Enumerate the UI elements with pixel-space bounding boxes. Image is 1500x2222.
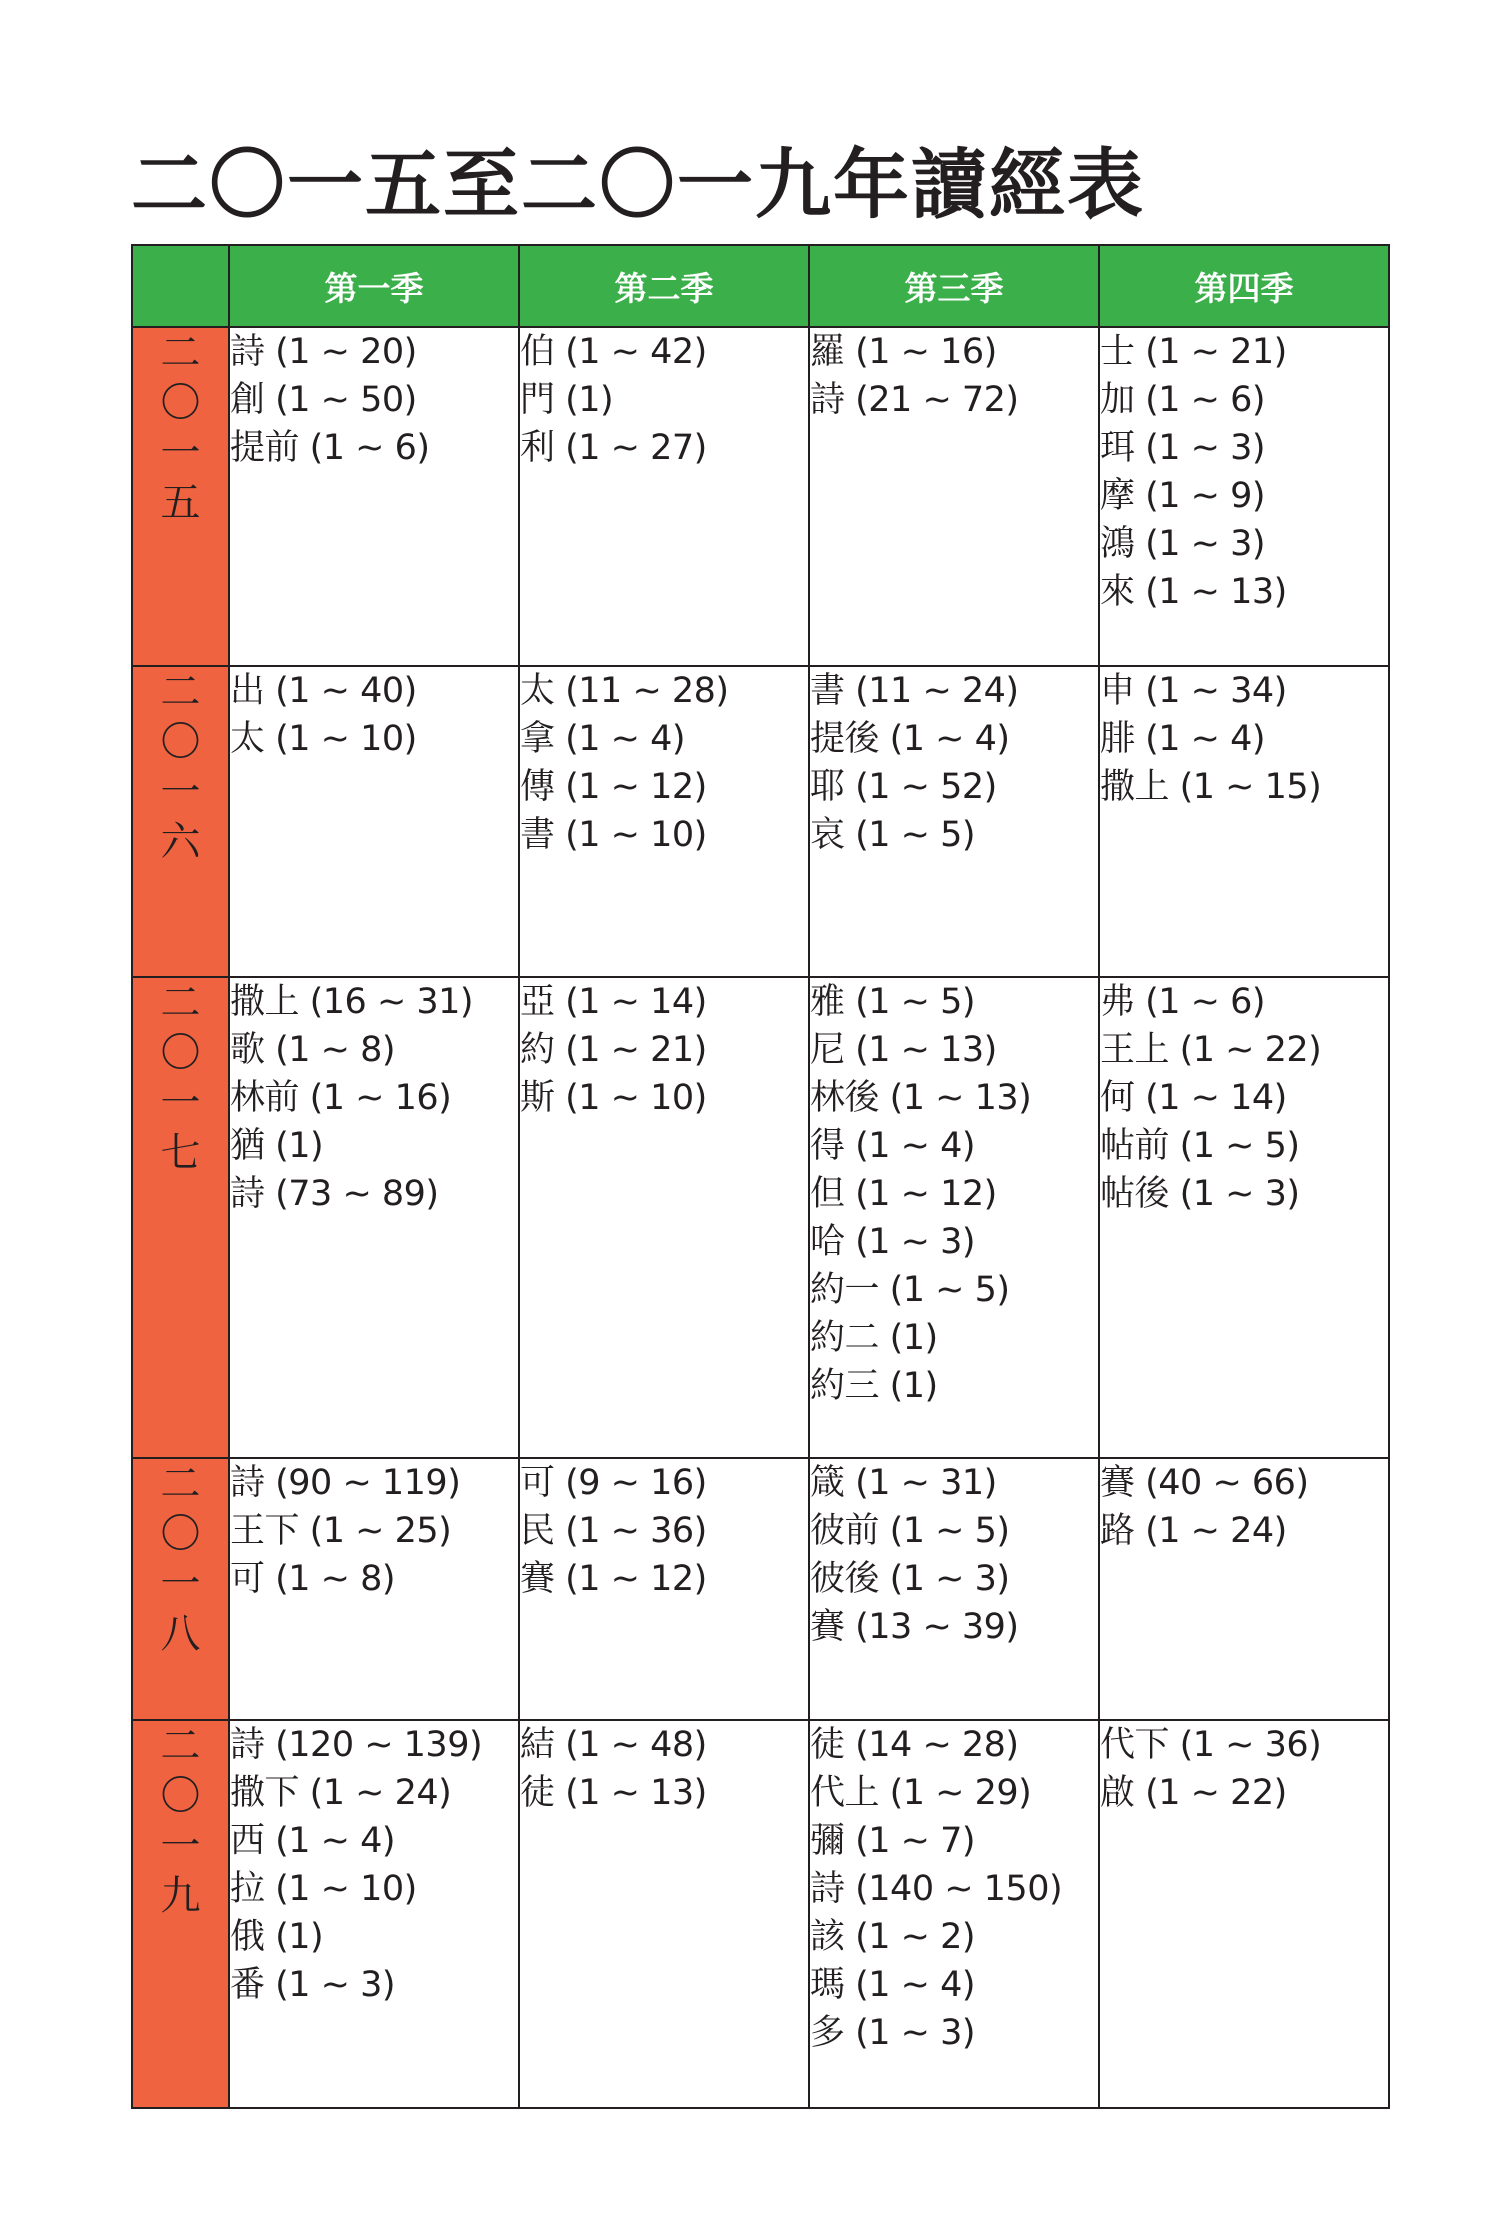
year-label: 二〇一六 xyxy=(160,669,201,865)
quarter-cell-q1 xyxy=(229,666,519,977)
reading-schedule-table xyxy=(131,244,1390,2109)
reading-entry: 賽 (1 ~ 12) xyxy=(520,1559,707,1599)
table-body xyxy=(132,327,1389,2108)
reading-entry: 書 (11 ~ 24) xyxy=(810,671,1019,711)
reading-entry: 帖後 (1 ~ 3) xyxy=(1100,1174,1300,1214)
reading-entry: 雅 (1 ~ 5) xyxy=(810,982,976,1022)
quarter-cell-q4 xyxy=(1099,327,1389,666)
reading-entry: 約三 (1) xyxy=(810,1366,938,1406)
reading-entry: 徒 (1 ~ 13) xyxy=(520,1773,707,1813)
reading-entry: 提後 (1 ~ 4) xyxy=(810,719,1010,759)
quarter-cell-q4 xyxy=(1099,1458,1389,1720)
reading-entry: 王上 (1 ~ 22) xyxy=(1100,1030,1322,1070)
header-corner-cell xyxy=(132,245,229,327)
reading-entry: 門 (1) xyxy=(520,380,614,420)
reading-entry: 提前 (1 ~ 6) xyxy=(230,428,430,468)
quarter-cell-q1 xyxy=(229,977,519,1458)
reading-entry: 詩 (140 ~ 150) xyxy=(810,1869,1063,1909)
year-label: 二〇一九 xyxy=(160,1723,201,1919)
reading-entry: 詩 (21 ~ 72) xyxy=(810,380,1019,420)
reading-entry: 多 (1 ~ 3) xyxy=(810,2013,976,2053)
year-cell xyxy=(132,977,229,1458)
quarter-cell-q2 xyxy=(519,1720,809,2108)
year-label: 二〇一八 xyxy=(160,1461,201,1657)
year-cell xyxy=(132,666,229,977)
year-row xyxy=(132,666,1389,977)
reading-entry: 耶 (1 ~ 52) xyxy=(810,767,997,807)
quarter-cell-q1 xyxy=(229,1720,519,2108)
quarter-cell-q2 xyxy=(519,327,809,666)
reading-entry: 加 (1 ~ 6) xyxy=(1100,380,1266,420)
reading-entry: 創 (1 ~ 50) xyxy=(230,380,417,420)
year-cell xyxy=(132,1458,229,1720)
quarter-header-4: 第四季 xyxy=(1099,245,1389,327)
year-row xyxy=(132,1458,1389,1720)
year-cell xyxy=(132,1720,229,2108)
year-cell xyxy=(132,327,229,666)
quarter-cell-q1 xyxy=(229,1458,519,1720)
reading-entry: 路 (1 ~ 24) xyxy=(1100,1511,1287,1551)
quarter-cell-q4 xyxy=(1099,666,1389,977)
reading-entry: 太 (1 ~ 10) xyxy=(230,719,417,759)
reading-entry: 利 (1 ~ 27) xyxy=(520,428,707,468)
reading-entry: 林前 (1 ~ 16) xyxy=(230,1078,452,1118)
quarter-header-3: 第三季 xyxy=(809,245,1099,327)
reading-entry: 歌 (1 ~ 8) xyxy=(230,1030,396,1070)
quarter-cell-q3 xyxy=(809,1458,1099,1720)
reading-entry: 但 (1 ~ 12) xyxy=(810,1174,997,1214)
reading-entry: 亞 (1 ~ 14) xyxy=(520,982,707,1022)
reading-entry: 詩 (90 ~ 119) xyxy=(230,1463,461,1503)
reading-entry: 代下 (1 ~ 36) xyxy=(1100,1725,1322,1765)
reading-entry: 出 (1 ~ 40) xyxy=(230,671,417,711)
page-title: 二〇一五至二〇一九年讀經表 xyxy=(131,140,1145,229)
reading-entry: 尼 (1 ~ 13) xyxy=(810,1030,997,1070)
reading-entry: 撒上 (1 ~ 15) xyxy=(1100,767,1322,807)
reading-entry: 羅 (1 ~ 16) xyxy=(810,332,997,372)
reading-entry: 斯 (1 ~ 10) xyxy=(520,1078,707,1118)
reading-entry: 士 (1 ~ 21) xyxy=(1100,332,1287,372)
reading-entry: 伯 (1 ~ 42) xyxy=(520,332,707,372)
year-label: 二〇一七 xyxy=(160,980,201,1176)
reading-entry: 彼後 (1 ~ 3) xyxy=(810,1559,1010,1599)
quarter-cell-q3 xyxy=(809,977,1099,1458)
reading-entry: 太 (11 ~ 28) xyxy=(520,671,729,711)
reading-entry: 撒下 (1 ~ 24) xyxy=(230,1773,452,1813)
quarter-cell-q1 xyxy=(229,327,519,666)
reading-entry: 來 (1 ~ 13) xyxy=(1100,572,1287,612)
reading-entry: 民 (1 ~ 36) xyxy=(520,1511,707,1551)
reading-entry: 猶 (1) xyxy=(230,1126,324,1166)
reading-entry: 書 (1 ~ 10) xyxy=(520,815,707,855)
quarter-cell-q4 xyxy=(1099,977,1389,1458)
reading-entry: 珥 (1 ~ 3) xyxy=(1100,428,1266,468)
reading-entry: 王下 (1 ~ 25) xyxy=(230,1511,452,1551)
year-label: 二〇一五 xyxy=(160,330,201,526)
reading-entry: 拿 (1 ~ 4) xyxy=(520,719,686,759)
reading-entry: 約二 (1) xyxy=(810,1318,938,1358)
year-row xyxy=(132,1720,1389,2108)
reading-entry: 拉 (1 ~ 10) xyxy=(230,1869,417,1909)
reading-entry: 約 (1 ~ 21) xyxy=(520,1030,707,1070)
quarter-cell-q3 xyxy=(809,1720,1099,2108)
reading-entry: 賽 (40 ~ 66) xyxy=(1100,1463,1309,1503)
quarter-cell-q2 xyxy=(519,1458,809,1720)
reading-entry: 得 (1 ~ 4) xyxy=(810,1126,976,1166)
reading-entry: 可 (9 ~ 16) xyxy=(520,1463,707,1503)
reading-entry: 西 (1 ~ 4) xyxy=(230,1821,396,1861)
reading-entry: 啟 (1 ~ 22) xyxy=(1100,1773,1287,1813)
reading-entry: 可 (1 ~ 8) xyxy=(230,1559,396,1599)
quarter-header-2: 第二季 xyxy=(519,245,809,327)
reading-entry: 詩 (120 ~ 139) xyxy=(230,1725,483,1765)
reading-entry: 賽 (13 ~ 39) xyxy=(810,1607,1019,1647)
reading-entry: 腓 (1 ~ 4) xyxy=(1100,719,1266,759)
reading-entry: 弗 (1 ~ 6) xyxy=(1100,982,1266,1022)
quarter-header-1: 第一季 xyxy=(229,245,519,327)
reading-entry: 徒 (14 ~ 28) xyxy=(810,1725,1019,1765)
quarter-header-row xyxy=(132,245,1389,327)
reading-entry: 帖前 (1 ~ 5) xyxy=(1100,1126,1300,1166)
reading-entry: 該 (1 ~ 2) xyxy=(810,1917,976,1957)
quarter-cell-q2 xyxy=(519,666,809,977)
reading-entry: 鴻 (1 ~ 3) xyxy=(1100,524,1266,564)
reading-entry: 撒上 (16 ~ 31) xyxy=(230,982,474,1022)
reading-entry: 俄 (1) xyxy=(230,1917,324,1957)
reading-entry: 傳 (1 ~ 12) xyxy=(520,767,707,807)
reading-entry: 詩 (1 ~ 20) xyxy=(230,332,417,372)
quarter-cell-q4 xyxy=(1099,1720,1389,2108)
reading-entry: 箴 (1 ~ 31) xyxy=(810,1463,997,1503)
reading-entry: 瑪 (1 ~ 4) xyxy=(810,1965,976,2005)
reading-entry: 約一 (1 ~ 5) xyxy=(810,1270,1010,1310)
reading-entry: 哀 (1 ~ 5) xyxy=(810,815,976,855)
reading-entry: 摩 (1 ~ 9) xyxy=(1100,476,1266,516)
year-row xyxy=(132,327,1389,666)
reading-entry: 何 (1 ~ 14) xyxy=(1100,1078,1287,1118)
quarter-cell-q3 xyxy=(809,327,1099,666)
reading-entry: 番 (1 ~ 3) xyxy=(230,1965,396,2005)
quarter-cell-q2 xyxy=(519,977,809,1458)
reading-entry: 彼前 (1 ~ 5) xyxy=(810,1511,1010,1551)
reading-entry: 代上 (1 ~ 29) xyxy=(810,1773,1032,1813)
reading-entry: 哈 (1 ~ 3) xyxy=(810,1222,976,1262)
quarter-cell-q3 xyxy=(809,666,1099,977)
reading-entry: 詩 (73 ~ 89) xyxy=(230,1174,439,1214)
reading-entry: 申 (1 ~ 34) xyxy=(1100,671,1287,711)
reading-entry: 林後 (1 ~ 13) xyxy=(810,1078,1032,1118)
reading-entry: 彌 (1 ~ 7) xyxy=(810,1821,976,1861)
reading-entry: 結 (1 ~ 48) xyxy=(520,1725,707,1765)
year-row xyxy=(132,977,1389,1458)
